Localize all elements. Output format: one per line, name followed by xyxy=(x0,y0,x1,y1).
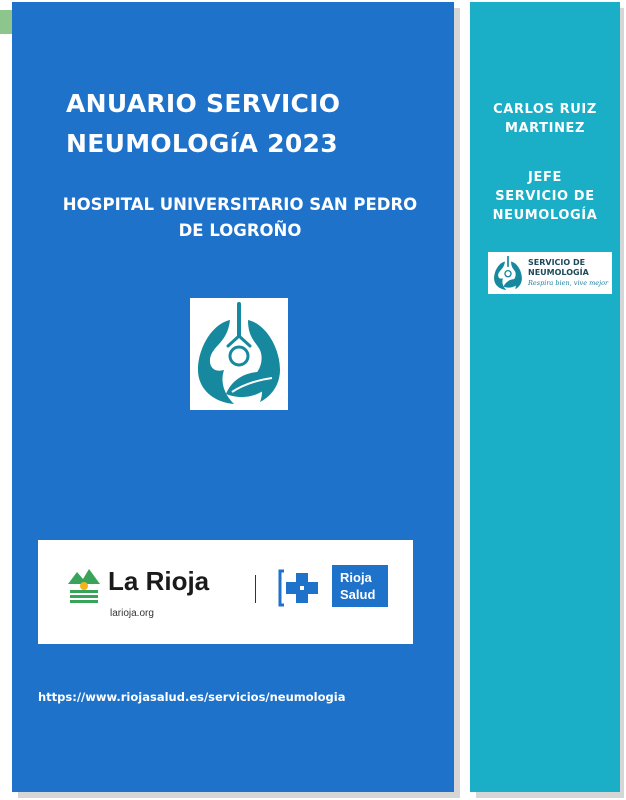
la-rioja-wordmark: La Rioja xyxy=(108,566,210,596)
hospital-name xyxy=(30,192,450,244)
badge-tagline: Respira bien, vive mejor xyxy=(528,279,609,287)
rioja-salud-line-2: Salud xyxy=(340,587,376,602)
role-line-3: NEUMOLOGÍA xyxy=(492,208,598,223)
title-line-1: ANUARIO SERVICIO xyxy=(66,89,341,118)
author-role xyxy=(470,168,620,225)
la-rioja-domain: larioja.org xyxy=(110,608,154,619)
page-marker xyxy=(0,10,12,34)
la-rioja-mountain-icon xyxy=(66,566,102,606)
badge-line-1: SERVICIO DE xyxy=(528,258,586,267)
author-name xyxy=(470,100,620,138)
role-line-1: JEFE xyxy=(528,170,562,185)
hospital-line-2: DE LOGROÑO xyxy=(178,221,302,240)
author-line-1: CARLOS RUIZ xyxy=(493,102,597,117)
logo-separator xyxy=(255,575,256,603)
author-line-2: MARTINEZ xyxy=(504,121,586,136)
lung-logo xyxy=(190,298,288,410)
rioja-salud-line-1: Rioja xyxy=(340,570,372,585)
service-url[interactable]: https://www.riojasalud.es/servicios/neumologia xyxy=(38,690,346,704)
badge-title xyxy=(528,258,589,278)
document-title xyxy=(66,84,426,164)
badge-line-2: NEUMOLOGÍA xyxy=(528,268,589,277)
service-badge xyxy=(488,252,612,294)
role-line-2: SERVICIO DE xyxy=(495,189,595,204)
lung-logo-icon xyxy=(190,298,288,410)
lung-logo-icon xyxy=(491,254,525,292)
hospital-line-1: HOSPITAL UNIVERSITARIO SAN PEDRO xyxy=(62,195,418,214)
title-line-2: NEUMOLOGíA 2023 xyxy=(66,129,338,158)
la-rioja-banner xyxy=(38,540,413,644)
rioja-salud-logo xyxy=(332,565,388,607)
rioja-salud-cross-icon xyxy=(278,567,330,609)
